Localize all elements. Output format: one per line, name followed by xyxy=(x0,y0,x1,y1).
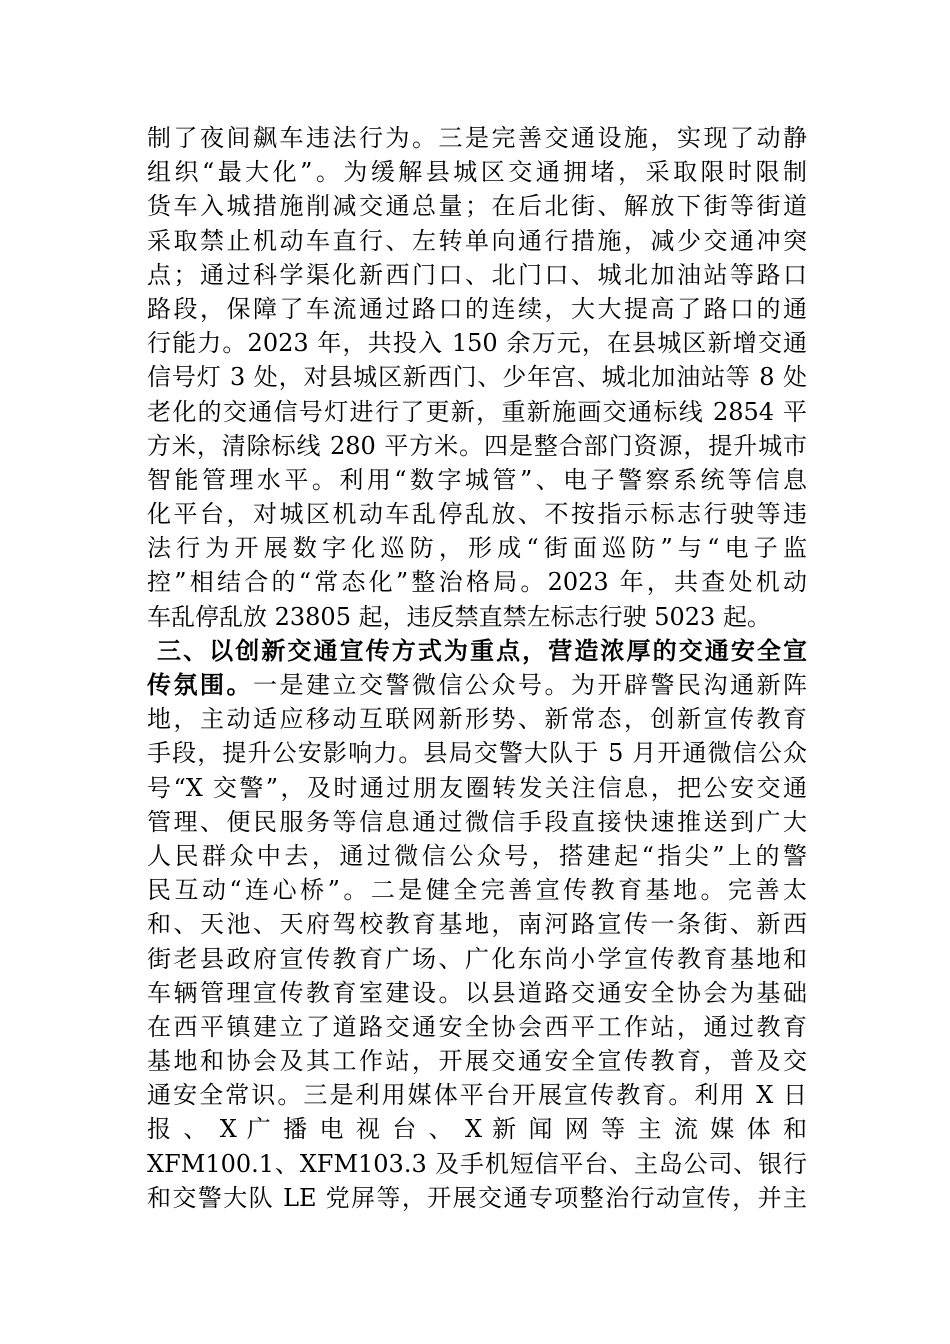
line-text: 信号灯 3 处，对县城区新西门、少年宫、城北加油站等 8 处 xyxy=(147,363,807,392)
line-text: 路段，保障了车流通过路口的连续，大大提高了路口的通 xyxy=(147,294,807,323)
line-text: 街老县政府宣传教育广场、广化东尚小学宣传教育基地和 xyxy=(147,944,807,973)
line-text: 手段，提升公安影响力。县局交警大队于 5 月开通微信公众 xyxy=(147,739,807,768)
line-text: 方米，清除标线 280 平方米。四是整合部门资源，提升城市 xyxy=(147,431,807,460)
line-text: 通安全常识。三是利用媒体平台开展宣传教育。利用 X 日 xyxy=(147,1081,807,1110)
line-text: 管理、便民服务等信息通过微信手段直接快速推送到广大 xyxy=(147,807,807,836)
line-text: 人民群众中去，通过微信公众号，搭建起“指尖”上的警 xyxy=(147,841,807,870)
line-text: 地，主动适应移动互联网新形势、新常态，创新宣传教育 xyxy=(147,705,807,734)
line-text: 老化的交通信号灯进行了更新，重新施画交通标线 2854 平 xyxy=(147,397,807,426)
text-line xyxy=(147,805,807,839)
line-text: 号“X 交警”，及时通过朋友圈转发关注信息，把公安交通 xyxy=(147,773,807,802)
text-line xyxy=(147,258,807,292)
line-text: 控”相结合的“常态化”整治格局。2023 年，共查处机动 xyxy=(147,568,807,597)
line-text: 组织“最大化”。为缓解县城区交通拥堵，采取限时限制 xyxy=(147,158,807,187)
line-text: 一是建立交警微信公众号。为开辟警民沟通新阵 xyxy=(253,671,807,699)
line-text: 制了夜间飙车违法行为。三是完善交通设施，实现了动静 xyxy=(147,124,807,152)
text-line xyxy=(147,189,807,223)
line-text: 基地和协会及其工作站，开展交通安全宣传教育，普及交 xyxy=(147,1047,807,1076)
section-heading: 传氛围。 xyxy=(147,670,253,699)
line-text: 和交警大队 LE 党屏等，开展交通专项整治行动宣传，并主 xyxy=(147,1183,807,1212)
text-line xyxy=(147,634,807,668)
text-line xyxy=(147,531,807,565)
line-text: 和、天池、天府驾校教育基地，南河路宣传一条街、新西 xyxy=(147,910,807,939)
text-line xyxy=(147,224,807,258)
text-line xyxy=(147,155,807,189)
text-line xyxy=(147,326,807,360)
text-line xyxy=(147,497,807,531)
line-text: 货车入城措施削减交通总量；在后北街、解放下街等街道 xyxy=(147,192,807,221)
text-line xyxy=(147,702,807,736)
text-line xyxy=(147,429,807,463)
text-line xyxy=(147,1147,807,1181)
line-text: 报 、 X 广 播 电 视 台 、 X 新 闻 网 等 主 流 媒 体 和 xyxy=(147,1115,807,1144)
text-line xyxy=(147,907,807,941)
text-line xyxy=(147,942,807,976)
text-line xyxy=(147,668,807,702)
text-line xyxy=(147,565,807,599)
line-text: 法行为开展数字化巡防，形成“街面巡防”与“电子监 xyxy=(147,534,807,563)
text-line xyxy=(147,600,807,634)
text-line xyxy=(147,771,807,805)
text-line xyxy=(147,736,807,770)
text-line xyxy=(147,1112,807,1146)
line-text: 车乱停乱放 23805 起，违反禁直禁左标志行驶 5023 起。 xyxy=(147,602,771,631)
text-line xyxy=(147,463,807,497)
text-line xyxy=(147,839,807,873)
line-text: XFM100.1、XFM103.3 及手机短信平台、主岛公司、银行 xyxy=(147,1149,807,1178)
text-line xyxy=(147,873,807,907)
body-text xyxy=(147,121,807,1215)
line-text: 行能力。2023 年，共投入 150 余万元，在县城区新增交通 xyxy=(147,329,807,358)
line-text: 化平台，对城区机动车乱停乱放、不按指示标志行驶等违 xyxy=(147,500,807,529)
line-text: 车辆管理宣传教育室建设。以县道路交通安全协会为基础 xyxy=(147,978,807,1007)
line-text: 民互动“连心桥”。二是健全完善宣传教育基地。完善太 xyxy=(147,876,807,905)
text-line xyxy=(147,121,807,155)
line-text: 采取禁止机动车直行、左转单向通行措施，减少交通冲突 xyxy=(147,226,807,255)
text-line xyxy=(147,1181,807,1215)
section-heading: 三、以创新交通宣传方式为重点，营造浓厚的交通安全宣 xyxy=(157,635,807,665)
text-line xyxy=(147,1078,807,1112)
text-line xyxy=(147,1044,807,1078)
line-text: 点；通过科学渠化新西门口、北门口、城北加油站等路口 xyxy=(147,260,807,289)
text-line xyxy=(147,360,807,394)
text-line xyxy=(147,292,807,326)
line-text: 智能管理水平。利用“数字城管”、电子警察系统等信息 xyxy=(147,465,807,494)
text-line xyxy=(147,395,807,429)
text-line xyxy=(147,976,807,1010)
line-text: 在西平镇建立了道路交通安全协会西平工作站，通过教育 xyxy=(147,1012,807,1041)
text-line xyxy=(147,1010,807,1044)
